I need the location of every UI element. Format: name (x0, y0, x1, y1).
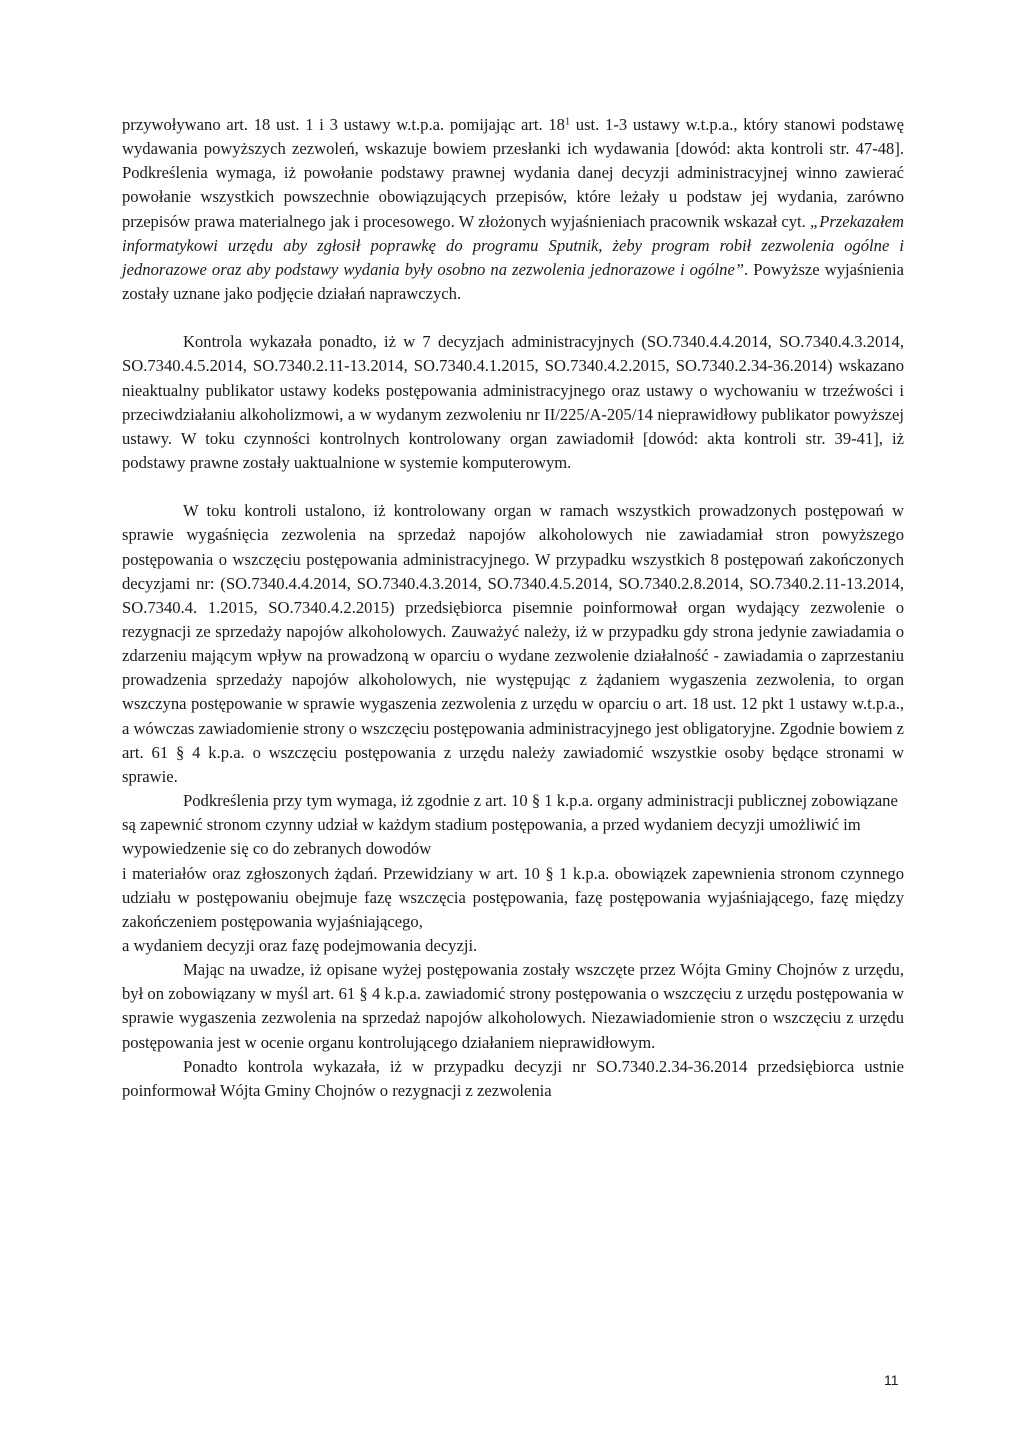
paragraph-8: Ponadto kontrola wykazała, iż w przypadku decyzji nr SO.7340.2.34-36.2014 przedsiębiorca ustnie poinformował Wójta Gminy Chojnów o rezygnacji z zezwolenia (122, 1056, 904, 1100)
quoted-explanation: „Przekazałem informatykowi urzędu aby zgłosił poprawkę do programu Sputnik, żeby program robił zezwolenia ogólne i jednorazowe oraz aby podstawy wydania były osobno na zezwolenia jednorazowe i ogólne” (122, 211, 904, 279)
paragraph-2: Kontrola wykazała ponadto, iż w 7 decyzjach administracyjnych (SO.7340.4.4.2014, SO.7340.4.3.2014, SO.7340.4.5.2014, SO.7340.2.11-13.2014, SO.7340.4.1.2015, SO.7340.4.2.2015, SO.7340.2.34-36.2014) wskazano nieaktualny publikator ustawy kodeks postępowania administracyjnego oraz ustawy o wychowaniu w trzeźwości i przeciwdziałaniu alkoholizmowi, a w wydanym zezwoleniu nr II/225/A-205/14 nieprawidłowy publikator powyższej ustawy. W toku czynności kontrolnych kontrolowany organ zawiadomił [dowód: akta kontroli str. 39-41], iż podstawy prawne zostały uaktualnione w systemie komputerowym. (122, 332, 904, 473)
paragraph-1-text-b: ust. 1-3 ustawy w.t.p.a., który stanowi podstawę wydawania powyższych zezwoleń, wskazuje bowiem przesłanki ich wydawania [dowód: akta kontroli str. 47-48]. Podkreślenia wymaga, iż powołanie podstawy prawnej wydania danej decyzji administracyjnej winno zawierać powołanie wszystkich powszechnie obowiązujących przepisów, które leżały u podstaw jej wydania, zarówno przepisów prawa materialnego jak i procesowego. W złożonych wyjaśnieniach pracownik wskazał cyt. (122, 115, 904, 231)
paragraph-7: Mając na uwadze, iż opisane wyżej postępowania zostały wszczęte przez Wójta Gminy Chojnów z urzędu, był on zobowiązany w myśl art. 61 § 4 k.p.a. zawiadomić strony postępowania o wszczęciu z urzędu postępowania w sprawie wygaszenia zezwolenia na sprzedaż napojów alkoholowych. Niezawiadomienie stron o wszczęciu z urzędu postępowania jest w ocenie organu kontrolującego działaniem nieprawidłowym. (122, 960, 904, 1052)
paragraph-1-text-c: . Powyższe wyjaśnienia zostały uznane jako podjęcie działań naprawczych. (122, 259, 905, 304)
superscript: 1 (564, 116, 571, 128)
document-body (122, 113, 904, 1103)
paragraph-4: Podkreślenia przy tym wymaga, iż zgodnie z art. 10 § 1 k.p.a. organy administracji publicznej zobowiązane są zapewnić stronom czynny udział w każdym stadium postępowania, a przed wydaniem decyzji umożliwić im wypowiedzenie się co do zebranych dowodów (122, 791, 898, 859)
paragraph-5: i materiałów oraz zgłoszonych żądań. Przewidziany w art. 10 § 1 k.p.a. obowiązek zapewnienia stronom czynnego udziału w postępowaniu obejmuje fazę wszczęcia postępowania, fazę postępowania wyjaśniającego, fazę między zakończeniem postępowania wyjaśniającego, (122, 863, 904, 931)
paragraph-6: a wydaniem decyzji oraz fazę podejmowania decyzji. (122, 936, 478, 955)
paragraph-1 (122, 113, 904, 306)
paragraph-3: W toku kontroli ustalono, iż kontrolowany organ w ramach wszystkich prowadzonych postępowań w sprawie wygaśnięcia zezwolenia na sprzedaż napojów alkoholowych nie zawiadamiał stron powyższego postępowania o wszczęciu postępowania administracyjnego. W przypadku wszystkich 8 postępowań zakończonych decyzjami nr: (SO.7340.4.4.2014, SO.7340.4.3.2014, SO.7340.4.5.2014, SO.7340.2.8.2014, SO.7340.2.11-13.2014, SO.7340.4. 1.2015, SO.7340.4.2.2015) przedsiębiorca pisemnie poinformował organ wydający zezwolenie o rezygnacji ze sprzedaży napojów alkoholowych. Zauważyć należy, iż w przypadku gdy strona jedynie zawiadamia o zdarzeniu mającym wpływ na prowadzoną w oparciu o wydane zezwolenie działalność - zawiadamia o zaprzestaniu prowadzenia sprzedaży napojów alkoholowych, nie występując z żądaniem wygaszenia zezwolenia, to organ wszczyna postępowanie w sprawie wygaszenia zezwolenia z urzędu w oparciu o art. 18 ust. 12 pkt 1 ustawy w.t.p.a., a wówczas zawiadomienie strony o wszczęciu postępowania administracyjnego jest obligatoryjne. Zgodnie bowiem z art. 61 § 4 k.p.a. o wszczęciu postępowania z urzędu należy zawiadomić wszystkie osoby będące stronami w sprawie. (122, 501, 904, 786)
paragraph-1-text-a: przywoływano art. 18 ust. 1 i 3 ustawy w.t.p.a. pomijając art. 18 (122, 115, 565, 134)
page-number: 11 (884, 1372, 899, 1388)
